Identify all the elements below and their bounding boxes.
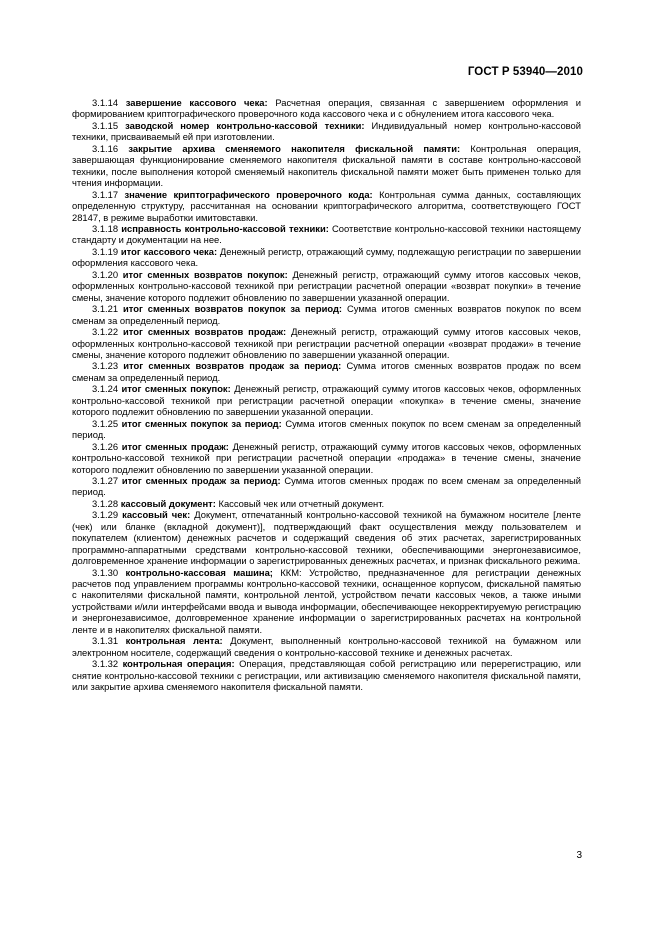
defined-term: завершение кассового чека: <box>125 97 268 108</box>
definition-paragraph <box>72 658 581 692</box>
clause-number: 3.1.16 <box>92 142 119 154</box>
definition-text: Кассовый чек или отчетный документ. <box>218 497 385 509</box>
clause-number: 3.1.21 <box>92 303 119 315</box>
defined-term: кассовый чек: <box>122 509 191 521</box>
defined-term: контрольно-кассовая машина; <box>125 566 273 578</box>
definition-paragraph <box>72 567 581 636</box>
defined-term: контрольная лента: <box>125 635 223 647</box>
definition-text: Денежный регистр, отражающий сумму итогов кассовых чеков, оформленных контрольно-кассовой техникой при регистрации расчетной операции «продажа» в течение смены, значение которого подлежит обновлению по завершении указанной операции. <box>72 440 582 475</box>
clause-number: 3.1.19 <box>92 245 119 257</box>
definition-paragraph <box>72 498 581 509</box>
definition-paragraph <box>72 120 581 143</box>
clause-number: 3.1.24 <box>92 383 119 395</box>
definition-text: Денежный регистр, отражающий сумму итогов кассовых чеков, оформленных контрольно-кассовой техникой при регистрации расчетной операции «покупка» в течение смены, значение которого подлежит обновлению по завершении указанной операции. <box>72 383 581 418</box>
definition-paragraph <box>72 418 581 441</box>
defined-term: значение криптографического проверочного кода: <box>124 188 373 200</box>
definition-paragraph <box>72 189 581 223</box>
page-number: 3 <box>576 850 582 861</box>
definition-paragraph <box>72 143 581 189</box>
definition-paragraph <box>72 303 581 326</box>
clause-number: 3.1.17 <box>92 188 119 200</box>
clause-number: 3.1.23 <box>92 360 119 372</box>
defined-term: итог сменных покупок: <box>121 383 231 395</box>
defined-term: итог сменных покупок за период: <box>121 417 282 429</box>
definition-paragraph <box>72 475 581 498</box>
defined-term: итог сменных возвратов покупок: <box>122 268 288 280</box>
definition-paragraph <box>72 246 581 269</box>
defined-term: контрольная операция: <box>122 658 235 670</box>
definition-paragraph <box>72 97 581 120</box>
clause-number: 3.1.26 <box>92 440 119 452</box>
definition-text: Индивидуальный номер контрольно-кассовой техники, присваиваемый ей при изготовлении. <box>72 119 581 143</box>
document-code-header: ГОСТ Р 53940—2010 <box>467 66 583 78</box>
clause-number: 3.1.31 <box>92 635 119 647</box>
defined-term: исправность контрольно-кассовой техники: <box>121 222 329 234</box>
clause-number: 3.1.27 <box>92 474 119 486</box>
definition-paragraph <box>72 326 581 360</box>
defined-term: итог сменных продаж за период: <box>121 474 281 486</box>
clause-number: 3.1.29 <box>92 509 119 521</box>
defined-term: закрытие архива сменяемого накопителя фискальной памяти: <box>128 142 461 154</box>
definition-text: Сумма итогов сменных возвратов покупок по всем сменам за определенный период. <box>72 303 582 326</box>
definition-text: Контрольная сумма данных, составляющих определенную структуру, рассчитанная на основании криптографического алгоритма, соответствующего ГОСТ 28147, в режиме выработки имитовставки. <box>72 188 581 223</box>
defined-term: итог сменных возвратов покупок за период: <box>123 303 343 315</box>
document-body <box>72 97 581 693</box>
clause-number: 3.1.20 <box>92 268 119 280</box>
defined-term: заводской номер контрольно-кассовой техники: <box>125 119 365 131</box>
definition-text: Сумма итогов сменных продаж по всем сменам за определенный период. <box>72 474 581 498</box>
clause-number: 3.1.14 <box>92 97 119 108</box>
definition-text: Операция, представляющая собой регистрацию или перерегистрацию, или снятие контрольно-кассовой техники с регистрации, или активизацию сменяемого накопителя фискальной памяти, или закрытие архива сменяемого накопителя фискальной памяти. <box>72 658 581 693</box>
definition-text: Сумма итогов сменных возвратов продаж по всем сменам за определенный период. <box>72 360 581 383</box>
definition-paragraph <box>72 383 581 417</box>
clause-number: 3.1.25 <box>92 417 119 429</box>
definition-text: Денежный регистр, отражающий сумму итогов кассовых чеков, оформленных контрольно-кассовой техникой при регистрации расчетной операции «возврат продажи» в течение смены, значение которого подлежит обновлению по завершении указанной операции. <box>72 326 582 360</box>
defined-term: кассовый документ: <box>120 497 216 509</box>
definition-text: ККМ: Устройство, предназначенное для регистрации денежных расчетов под управлением программы контрольно-кассовой техники, оснащенное корпусом, фискальной памятью с накопителями фискальной памяти, контрольной лентой, устройством печати кассовых чеков, а также иными устройствами и/или интерфейсами ввода и вывода информации, обеспечивающее некорректируемую регистрацию и энергонезависимое, долговременное хранение информации о зарегистрированных расчетах на контрольной ленте и в накопителях фискальной памяти. <box>72 566 582 635</box>
definition-text: Денежный регистр, отражающий сумму итогов кассовых чеков, оформленных контрольно-кассовой техникой при регистрации расчетной операции «возврат покупки» в течение смены, значение которого подлежит обновлению по завершении указанной операции. <box>72 268 582 303</box>
clause-number: 3.1.18 <box>92 222 119 234</box>
defined-term: итог сменных возвратов продаж: <box>123 326 287 338</box>
clause-number: 3.1.15 <box>92 119 119 131</box>
clause-number: 3.1.32 <box>92 658 119 670</box>
definition-text: Денежный регистр, отражающий сумму, подлежащую регистрации по завершении оформления кассового чека. <box>72 245 581 269</box>
definition-text: Соответствие контрольно-кассовой техники настоящему стандарту и документации на нее. <box>72 222 581 246</box>
definition-text: Документ, отпечатанный контрольно-кассовой техникой на бумажном носителе [ленте (чек) или бланке (вкладной документ)], подтверждающий факт осуществления между пользователем и покупателем (клиентом) денежных расчетов и содержащий сведения об этих расчетах, зарегистрированных программно-аппаратными средствами контрольно-кассовой техники, обеспечивающими энергонезависимое, долговременное хранение информации о зарегистрированных денежных расчетах, и признак фискального режима. <box>72 509 581 567</box>
definition-text: Расчетная операция, связанная с завершением оформления и формированием криптографического проверочного кода кассового чека и с обнулением итога кассового чека. <box>72 97 582 120</box>
definition-paragraph <box>72 360 581 383</box>
defined-term: итог сменных возвратов продаж за период: <box>123 360 342 372</box>
clause-number: 3.1.28 <box>92 497 119 509</box>
clause-number: 3.1.22 <box>92 326 119 338</box>
definition-paragraph <box>72 269 581 303</box>
definition-text: Контрольная операция, завершающая функционирование сменяемого накопителя фискальной памяти в составе контрольно-кассовой техники, после выполнения которой сменяемый накопитель фискальной памяти может быть применен только для чтения информации. <box>72 142 582 189</box>
definition-text: Сумма итогов сменных покупок по всем сменам за определенный период. <box>72 417 581 441</box>
definition-paragraph <box>72 509 581 566</box>
defined-term: итог кассового чека: <box>120 245 218 257</box>
definition-text: Документ, выполненный контрольно-кассовой техникой на бумажном или электронном носителе, содержащий сведения о контрольно-кассовой технике и денежных расчетах. <box>72 635 582 658</box>
defined-term: итог сменных продаж: <box>121 440 229 452</box>
definition-paragraph <box>72 441 581 475</box>
clause-number: 3.1.30 <box>92 566 119 578</box>
definition-paragraph <box>72 223 581 246</box>
definition-paragraph <box>72 635 581 658</box>
